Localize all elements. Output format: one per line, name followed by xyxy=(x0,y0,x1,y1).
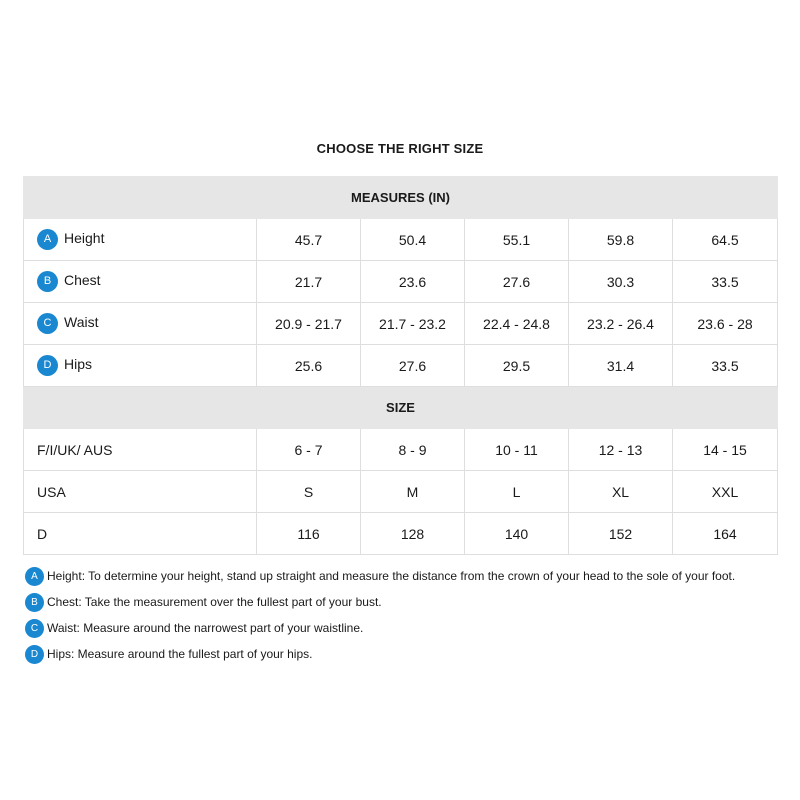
size-chart-table xyxy=(23,176,778,555)
measures-header: MEASURES (IN) xyxy=(24,177,778,219)
size-section-header xyxy=(24,387,778,429)
table-cell: 116 xyxy=(257,513,361,555)
table-cell: XL xyxy=(569,471,673,513)
table-cell: 21.7 xyxy=(257,261,361,303)
table-cell: 23.6 xyxy=(361,261,465,303)
row-label-cell xyxy=(24,219,257,261)
measurement-notes xyxy=(25,563,785,667)
table-cell: 25.6 xyxy=(257,345,361,387)
table-cell: 22.4 - 24.8 xyxy=(465,303,569,345)
table-cell: 33.5 xyxy=(673,261,778,303)
badge-a-icon: A xyxy=(37,229,58,250)
row-label-cell xyxy=(24,345,257,387)
badge-b-icon: B xyxy=(37,271,58,292)
table-cell: 50.4 xyxy=(361,219,465,261)
table-cell: 23.2 - 26.4 xyxy=(569,303,673,345)
table-cell: 164 xyxy=(673,513,778,555)
measure-row-waist xyxy=(24,303,778,345)
size-row-d xyxy=(24,513,778,555)
badge-a-icon: A xyxy=(25,567,44,586)
table-cell: 152 xyxy=(569,513,673,555)
table-cell: 21.7 - 23.2 xyxy=(361,303,465,345)
table-cell: 59.8 xyxy=(569,219,673,261)
row-label: Waist xyxy=(64,314,99,331)
table-cell: 30.3 xyxy=(569,261,673,303)
measures-section-header xyxy=(24,177,778,219)
table-cell: 33.5 xyxy=(673,345,778,387)
table-cell: 6 - 7 xyxy=(257,429,361,471)
table-cell: 10 - 11 xyxy=(465,429,569,471)
table-cell: 20.9 - 21.7 xyxy=(257,303,361,345)
table-cell: 55.1 xyxy=(465,219,569,261)
measure-row-chest xyxy=(24,261,778,303)
note-chest xyxy=(25,589,785,615)
badge-c-icon: C xyxy=(25,619,44,638)
size-row-usa xyxy=(24,471,778,513)
measure-row-height xyxy=(24,219,778,261)
note-text: Chest: Take the measurement over the fullest part of your bust. xyxy=(47,595,382,609)
row-label: F/I/UK/ AUS xyxy=(24,429,257,471)
table-cell: 64.5 xyxy=(673,219,778,261)
measure-row-hips xyxy=(24,345,778,387)
row-label: Hips xyxy=(64,356,93,373)
table-cell: S xyxy=(257,471,361,513)
size-row-fi-uk-aus xyxy=(24,429,778,471)
size-header: SIZE xyxy=(24,387,778,429)
table-cell: M xyxy=(361,471,465,513)
note-text: Waist: Measure around the narrowest part of your waistline. xyxy=(47,621,364,635)
table-cell: 45.7 xyxy=(257,219,361,261)
row-label: Chest xyxy=(64,272,101,289)
page-title: CHOOSE THE RIGHT SIZE xyxy=(316,141,484,156)
note-height xyxy=(25,563,785,589)
note-waist xyxy=(25,615,785,641)
note-text: Hips: Measure around the fullest part of your hips. xyxy=(47,647,313,661)
table-cell: 27.6 xyxy=(361,345,465,387)
row-label: Height xyxy=(64,230,105,247)
table-cell: 14 - 15 xyxy=(673,429,778,471)
table-cell: 140 xyxy=(465,513,569,555)
badge-d-icon: D xyxy=(25,645,44,664)
badge-d-icon: D xyxy=(37,355,58,376)
table-cell: 31.4 xyxy=(569,345,673,387)
row-label-cell xyxy=(24,303,257,345)
row-label-cell xyxy=(24,261,257,303)
table-cell: 128 xyxy=(361,513,465,555)
table-cell: L xyxy=(465,471,569,513)
row-label: D xyxy=(24,513,257,555)
table-cell: 29.5 xyxy=(465,345,569,387)
table-cell: 27.6 xyxy=(465,261,569,303)
table-cell: XXL xyxy=(673,471,778,513)
table-cell: 23.6 - 28 xyxy=(673,303,778,345)
note-hips xyxy=(25,641,785,667)
table-cell: 12 - 13 xyxy=(569,429,673,471)
note-text: Height: To determine your height, stand up straight and measure the distance from the crown of your head to the sole of your foot. xyxy=(47,569,736,583)
row-label: USA xyxy=(24,471,257,513)
badge-c-icon: C xyxy=(37,313,58,334)
table-cell: 8 - 9 xyxy=(361,429,465,471)
badge-b-icon: B xyxy=(25,593,44,612)
